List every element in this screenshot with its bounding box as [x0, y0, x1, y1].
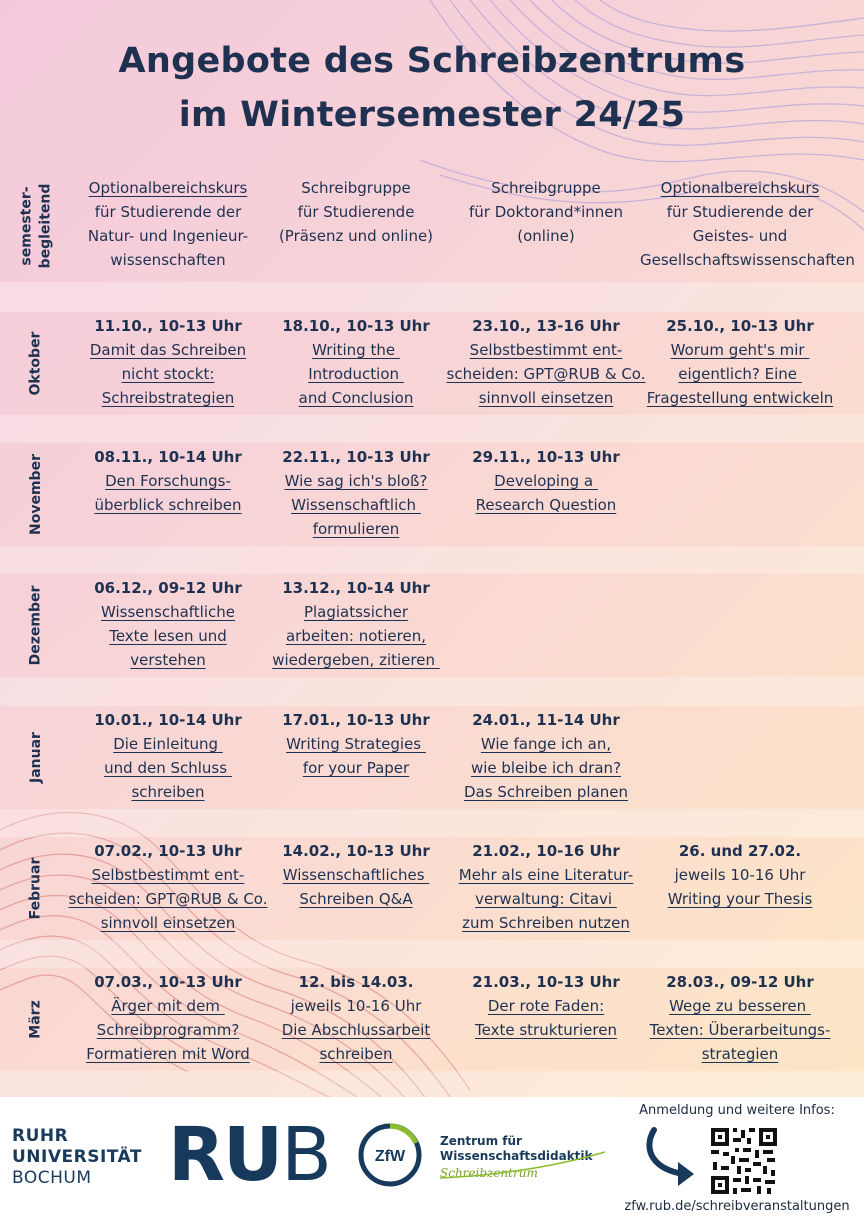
event-text: (online) — [517, 227, 575, 245]
event-cell[interactable] — [256, 839, 456, 911]
event-date: 21.02., 10-16 Uhr — [472, 842, 620, 860]
row-label — [0, 312, 72, 415]
row-label-text: Februar — [27, 857, 44, 920]
event-title-link[interactable]: und den Schluss — [104, 759, 232, 777]
event-cell[interactable] — [640, 839, 840, 911]
event-title-link[interactable]: Worum geht's mir — [670, 341, 810, 359]
event-date: 26. und 27.02. — [678, 842, 802, 860]
event-title-link[interactable]: and Conclusion — [298, 389, 414, 407]
event-text: für Doktorand*innen — [469, 203, 623, 221]
event-cell[interactable] — [640, 314, 840, 410]
zfw-script: Schreibzentrum — [440, 1166, 538, 1180]
event-title-link[interactable]: Writing Strategies — [286, 735, 426, 753]
event-date: 25.10., 10-13 Uhr — [666, 317, 814, 335]
event-title-link[interactable]: Wissenschaftliches — [282, 866, 430, 884]
event-cell[interactable] — [446, 176, 646, 248]
event-date: 23.10., 13-16 Uhr — [472, 317, 620, 335]
event-title-link[interactable]: strategien — [701, 1045, 779, 1063]
event-title-link[interactable]: Optionalbereichskurs — [88, 179, 248, 197]
event-text: Geistes- und — [692, 227, 788, 245]
event-text: (Präsenz und online) — [278, 227, 434, 245]
zfw-name — [440, 1134, 593, 1164]
row-label — [0, 968, 72, 1071]
title-line-2: im Wintersemester 24/25 — [178, 95, 686, 135]
registration-text: Anmeldung und weitere Infos: — [639, 1103, 835, 1118]
curved-arrow-icon — [640, 1126, 702, 1188]
event-title-link[interactable]: Das Schreiben planen — [464, 783, 628, 801]
separator-band — [0, 1071, 864, 1097]
event-title-link[interactable]: Die Einleitung — [113, 735, 223, 753]
event-date: 06.12., 09-12 Uhr — [94, 579, 242, 597]
event-title-link[interactable]: Schreiben Q&A — [299, 890, 413, 908]
row-label-text: März — [27, 1000, 44, 1039]
row-label — [0, 443, 72, 546]
event-title-link[interactable]: Mehr als eine Literatur- — [458, 866, 634, 884]
event-title-link[interactable]: Die Abschlussarbeit — [281, 1021, 431, 1039]
event-cell[interactable] — [68, 708, 268, 804]
rub-logo — [168, 1112, 330, 1198]
event-cell[interactable] — [256, 708, 456, 780]
event-text: für Studierende — [297, 203, 415, 221]
event-title-link[interactable]: Writing your Thesis — [667, 890, 813, 908]
zfw-line-1: Zentrum für — [440, 1134, 522, 1148]
event-cell[interactable] — [68, 314, 268, 410]
event-title-link[interactable]: Optionalbereichskurs — [660, 179, 820, 197]
event-title-link[interactable]: Research Question — [475, 496, 617, 514]
event-cell[interactable] — [256, 314, 456, 410]
event-title-link[interactable]: Fragestellung entwickeln — [646, 389, 834, 407]
qr-code-icon[interactable] — [709, 1126, 779, 1196]
event-cell[interactable] — [446, 445, 646, 517]
event-text: Schreibgruppe — [491, 179, 601, 197]
event-title-link[interactable]: Wege zu besseren — [669, 997, 811, 1015]
event-title-link[interactable]: Der rote Faden: — [487, 997, 605, 1015]
event-title-link[interactable]: Plagiatssicher — [303, 603, 409, 621]
event-text: jeweils 10-16 Uhr — [674, 866, 806, 884]
rub-logo-thin: B — [281, 1112, 330, 1198]
event-title-link[interactable]: Schreibprogramm? — [96, 1021, 240, 1039]
row-label-text: Dezember — [27, 585, 44, 666]
event-title-link[interactable]: schreiben — [319, 1045, 393, 1063]
ruhr-uni-wordmark — [12, 1126, 142, 1189]
event-title-link[interactable]: sinnvoll einsetzen — [100, 914, 236, 932]
event-cell[interactable] — [446, 839, 646, 935]
event-date: 13.12., 10-14 Uhr — [282, 579, 430, 597]
event-text: Schreibgruppe — [301, 179, 411, 197]
row-label-text: Januar — [27, 732, 44, 783]
event-cell[interactable] — [68, 576, 268, 672]
event-date: 21.03., 10-13 Uhr — [472, 973, 620, 991]
event-cell[interactable] — [256, 970, 456, 1066]
zfw-logo-icon — [356, 1121, 424, 1189]
event-cell[interactable] — [256, 176, 456, 248]
event-cell[interactable] — [68, 839, 268, 935]
event-date: 29.11., 10-13 Uhr — [472, 448, 620, 466]
event-title-link[interactable]: wiedergeben, zitieren — [272, 651, 440, 669]
zfw-badge-text: ZfW — [374, 1148, 406, 1165]
event-title-link[interactable]: Wie fange ich an, — [480, 735, 612, 753]
event-cell[interactable] — [446, 314, 646, 410]
event-title-link[interactable]: scheiden: GPT@RUB & Co. — [446, 365, 646, 383]
event-title-link[interactable]: Introduction — [308, 365, 404, 383]
footer-url[interactable]: zfw.rub.de/schreibveranstaltungen — [624, 1199, 850, 1214]
event-date: 10.01., 10-14 Uhr — [94, 711, 242, 729]
event-title-link[interactable]: Selbstbestimmt ent- — [469, 341, 623, 359]
event-date: 17.01., 10-13 Uhr — [282, 711, 430, 729]
zfw-line-2: Wissenschaftsdidaktik — [440, 1149, 593, 1163]
ruhr-line-3: BOCHUM — [12, 1168, 92, 1188]
event-date: 07.03., 10-13 Uhr — [94, 973, 242, 991]
event-cell[interactable] — [640, 970, 840, 1066]
event-title-link[interactable]: Developing a — [494, 472, 598, 490]
event-date: 11.10., 10-13 Uhr — [94, 317, 242, 335]
event-cell[interactable] — [68, 176, 268, 272]
event-text: Natur- und Ingenieur- — [87, 227, 249, 245]
ruhr-line-1: RUHR — [12, 1126, 69, 1146]
row-label — [0, 170, 72, 282]
event-title-link[interactable]: verwaltung: Citavi — [475, 890, 617, 908]
event-title-link[interactable]: formulieren — [312, 520, 400, 538]
event-title-link[interactable]: Den Forschungs- — [105, 472, 231, 490]
separator-band — [0, 282, 864, 312]
event-title-link[interactable]: Wissenschaftlich — [291, 496, 421, 514]
event-date: 12. bis 14.03. — [298, 973, 414, 991]
event-title-link[interactable]: Damit das Schreiben — [89, 341, 247, 359]
row-label-text: semester- begleitend — [18, 183, 53, 269]
row-label — [0, 837, 72, 940]
event-title-link[interactable]: wie bleibe ich dran? — [470, 759, 622, 777]
event-title-link[interactable]: Wissenschaftliche — [100, 603, 235, 621]
event-text: für Studierende der — [666, 203, 814, 221]
event-text: jeweils 10-16 Uhr — [290, 997, 422, 1015]
event-title-link[interactable]: Texte strukturieren — [475, 1021, 617, 1039]
row-label-text: Oktober — [27, 331, 44, 396]
event-cell[interactable] — [256, 576, 456, 672]
event-title-link[interactable]: Selbstbestimmt ent- — [91, 866, 245, 884]
event-title-link[interactable]: arbeiten: notieren, — [285, 627, 427, 645]
event-title-link[interactable]: sinnvoll einsetzen — [478, 389, 614, 407]
rub-logo-bold: RU — [168, 1112, 282, 1198]
ruhr-line-2: UNIVERSITÄT — [12, 1147, 142, 1167]
event-date: 14.02., 10-13 Uhr — [282, 842, 430, 860]
event-title-link[interactable]: nicht stockt: — [121, 365, 215, 383]
event-title-link[interactable]: zum Schreiben nutzen — [462, 914, 630, 932]
event-title-link[interactable]: überblick schreiben — [94, 496, 242, 514]
event-cell[interactable] — [68, 970, 268, 1066]
event-text: für Studierende der — [94, 203, 242, 221]
event-date: 08.11., 10-14 Uhr — [94, 448, 242, 466]
event-title-link[interactable]: for your Paper — [302, 759, 410, 777]
event-cell[interactable] — [68, 445, 268, 517]
event-title-link[interactable]: verstehen — [130, 651, 206, 669]
event-cell[interactable] — [256, 445, 456, 541]
separator-band — [0, 677, 864, 706]
event-title-link[interactable]: Wie sag ich's bloß? — [284, 472, 428, 490]
separator-band — [0, 546, 864, 574]
event-date: 22.11., 10-13 Uhr — [282, 448, 430, 466]
row-label — [0, 706, 72, 809]
page-title — [0, 34, 864, 142]
row-label-text: November — [27, 454, 44, 535]
event-title-link[interactable]: scheiden: GPT@RUB & Co. — [68, 890, 268, 908]
event-title-link[interactable]: schreiben — [131, 783, 205, 801]
event-cell[interactable] — [640, 176, 855, 272]
event-cell[interactable] — [446, 708, 646, 804]
event-date: 24.01., 11-14 Uhr — [472, 711, 620, 729]
separator-band — [0, 415, 864, 443]
event-text: wissenschaften — [110, 251, 226, 269]
row-label — [0, 574, 72, 677]
event-text: Gesellschaftswissenschaften — [640, 251, 855, 269]
event-title-link[interactable]: Schreibstrategien — [101, 389, 235, 407]
event-date: 28.03., 09-12 Uhr — [666, 973, 814, 991]
event-cell[interactable] — [446, 970, 646, 1042]
event-title-link[interactable]: Ärger mit dem — [111, 997, 225, 1015]
separator-band — [0, 940, 864, 968]
title-line-1: Angebote des Schreibzentrums — [118, 41, 746, 81]
event-title-link[interactable]: Texte lesen und — [109, 627, 227, 645]
separator-band — [0, 809, 864, 837]
event-title-link[interactable]: Texten: Überarbeitungs- — [649, 1021, 831, 1039]
event-date: 07.02., 10-13 Uhr — [94, 842, 242, 860]
event-title-link[interactable]: Writing the — [312, 341, 400, 359]
event-title-link[interactable]: eigentlich? Eine — [678, 365, 802, 383]
event-date: 18.10., 10-13 Uhr — [282, 317, 430, 335]
event-title-link[interactable]: Formatieren mit Word — [86, 1045, 250, 1063]
